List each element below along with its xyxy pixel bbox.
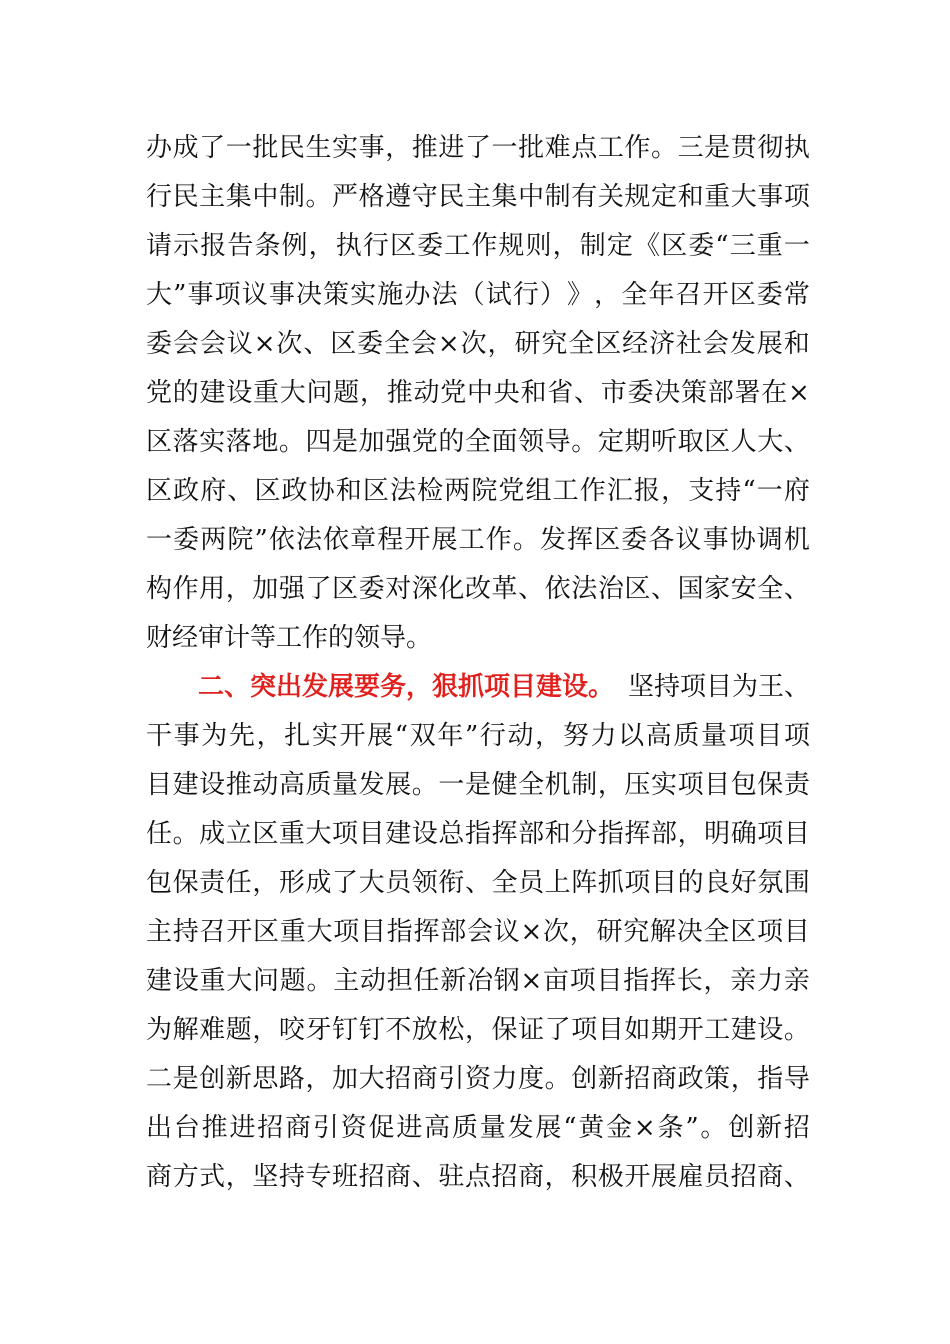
text-line: 干 事 为 先 ， 扎 实 开 展 “ 双 年 ” 行 动 ， 努 力 以 高 质 量 项 目 项: [146, 721, 810, 751]
text-line: 构 作 用 ， 加 强 了 区 委 对 深 化 改 革 、 依 法 治 区 、 国 家 安 全 、: [146, 574, 810, 604]
text-line: 行 民 主 集 中 制 。 严 格 遵 守 民 主 集 中 制 有 关 规 定 和 重 大 事 项: [146, 182, 810, 212]
text-line: 为 解 难 题 ， 咬 牙 钉 钉 不 放 松 ， 保 证 了 项 目 如 期 开 工 建 设 。: [146, 1015, 810, 1045]
text-line: 商 方 式 ， 坚 持 专 班 招 商 、 驻 点 招 商 ， 积 极 开 展 雇 员 招 商 、: [146, 1162, 810, 1192]
paragraph-first-line: [146, 663, 810, 712]
text-line: 任 。 成 立 区 重 大 项 目 建 设 总 指 挥 部 和 分 指 挥 部 ， 明 确 项 目: [146, 819, 810, 849]
heading-line-text: 坚持项目为王、: [627, 672, 810, 702]
text-line: 委 会 会 议 × 次 、 区 委 全 会 × 次 ， 研 究 全 区 经 济 社 会 发 展 和: [146, 329, 810, 359]
paragraph-party-leadership: [146, 124, 810, 663]
paragraph-project-construction: [146, 663, 810, 1202]
text-line: 建 设 重 大 问 题 。 主 动 担 任 新 冶 钢 × 亩 项 目 指 挥 长 ， 亲 力 亲: [146, 966, 810, 996]
text-line: 二 是 创 新 思 路 ， 加 大 招 商 引 资 力 度 。 创 新 招 商 政 策 ， 指 导: [146, 1064, 810, 1094]
text-line: 主 持 召 开 区 重 大 项 目 指 挥 部 会 议 × 次 ， 研 究 解 决 全 区 项 目: [146, 917, 810, 947]
text-line: 包 保 责 任 ， 形 成 了 大 员 领 衔 、 全 员 上 阵 抓 项 目 的 良 好 氛 围: [146, 868, 810, 898]
document-body: [146, 124, 810, 1202]
text-line: 党 的 建 设 重 大 问 题 ， 推 动 党 中 央 和 省 、 市 委 决 策 部 署 在 ×: [146, 378, 810, 408]
text-line: 大 ” 事 项 议 事 决 策 实 施 办 法 （ 试 行 ） 》 ， 全 年 召 开 区 委 常: [146, 280, 810, 310]
text-line: 财经审计等工作的领导。: [146, 623, 433, 653]
text-line: 出 台 推 进 招 商 引 资 促 进 高 质 量 发 展 “ 黄 金 × 条 ” 。 创 新 招: [146, 1113, 810, 1143]
text-line: 目 建 设 推 动 高 质 量 发 展 。 一 是 健 全 机 制 ， 压 实 项 目 包 保 责: [146, 770, 810, 800]
text-line: 区 落 实 落 地 。 四 是 加 强 党 的 全 面 领 导 。 定 期 听 取 区 人 大 、: [146, 427, 810, 457]
text-line: 一 委 两 院 ” 依 法 依 章 程 开 展 工 作 。 发 挥 区 委 各 议 事 协 调 机: [146, 525, 810, 555]
text-line: 区 政 府 、 区 政 协 和 区 法 检 两 院 党 组 工 作 汇 报 ， 支 持 “ 一 府: [146, 476, 810, 506]
section-heading: 二、突出发展要务，狠抓项目建设。: [198, 672, 615, 702]
text-line: 办 成 了 一 批 民 生 实 事 ， 推 进 了 一 批 难 点 工 作 。 三 是 贯 彻 执: [146, 133, 810, 163]
text-line: 请 示 报 告 条 例 ， 执 行 区 委 工 作 规 则 ， 制 定 《 区 委 “ 三 重 一: [146, 231, 810, 261]
